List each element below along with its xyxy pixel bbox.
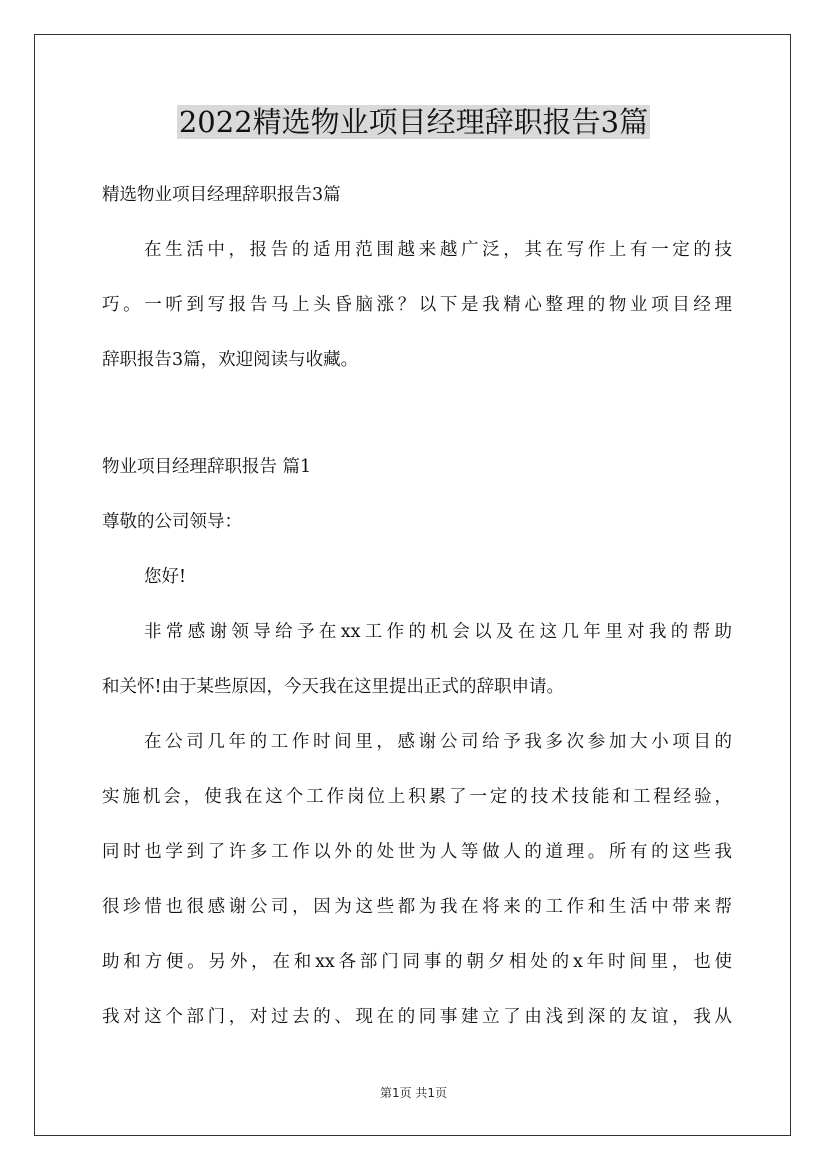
para2-line-5: 助和方便。另外，在和xx各部门同事的朝夕相处的x年时间里，也使 xyxy=(102,952,732,972)
intro-line-1: 在生活中，报告的适用范围越来越广泛，其在写作上有一定的技 xyxy=(144,240,732,260)
document-body xyxy=(102,173,732,1050)
intro-line-3: 辞职报告3篇，欢迎阅读与收藏。 xyxy=(102,350,359,370)
para2-line-4: 很珍惜也很感谢公司，因为这些都为我在将来的工作和生活中带来帮 xyxy=(102,897,732,917)
document-subtitle: 精选物业项目经理辞职报告3篇 xyxy=(102,185,341,205)
para1-line-1: 非常感谢领导给予在xx工作的机会以及在这几年里对我的帮助 xyxy=(144,622,732,642)
intro-line-2: 巧。一听到写报告马上头昏脑涨？以下是我精心整理的物业项目经理 xyxy=(102,295,732,315)
greeting: 您好! xyxy=(144,567,187,587)
para1-line-2: 和关怀!由于某些原因，今天我在这里提出正式的辞职申请。 xyxy=(102,677,565,697)
page-footer: 第1页 共1页 xyxy=(379,1086,448,1100)
blank-gap xyxy=(102,393,732,445)
para2-line-2: 实施机会，使我在这个工作岗位上积累了一定的技术技能和工程经验， xyxy=(102,787,732,807)
para2-line-6: 我对这个部门，对过去的、现在的同事建立了由浅到深的友谊，我从 xyxy=(102,1007,732,1027)
section-heading: 物业项目经理辞职报告 篇1 xyxy=(102,457,312,477)
para2-line-3: 同时也学到了许多工作以外的处世为人等做人的道理。所有的这些我 xyxy=(102,842,732,862)
document-title-text: 2022精选物业项目经理辞职报告3篇 xyxy=(178,105,649,139)
salutation: 尊敬的公司领导： xyxy=(102,512,242,532)
document-title xyxy=(0,103,827,141)
para2-line-1: 在公司几年的工作时间里，感谢公司给予我多次参加大小项目的 xyxy=(144,732,732,752)
